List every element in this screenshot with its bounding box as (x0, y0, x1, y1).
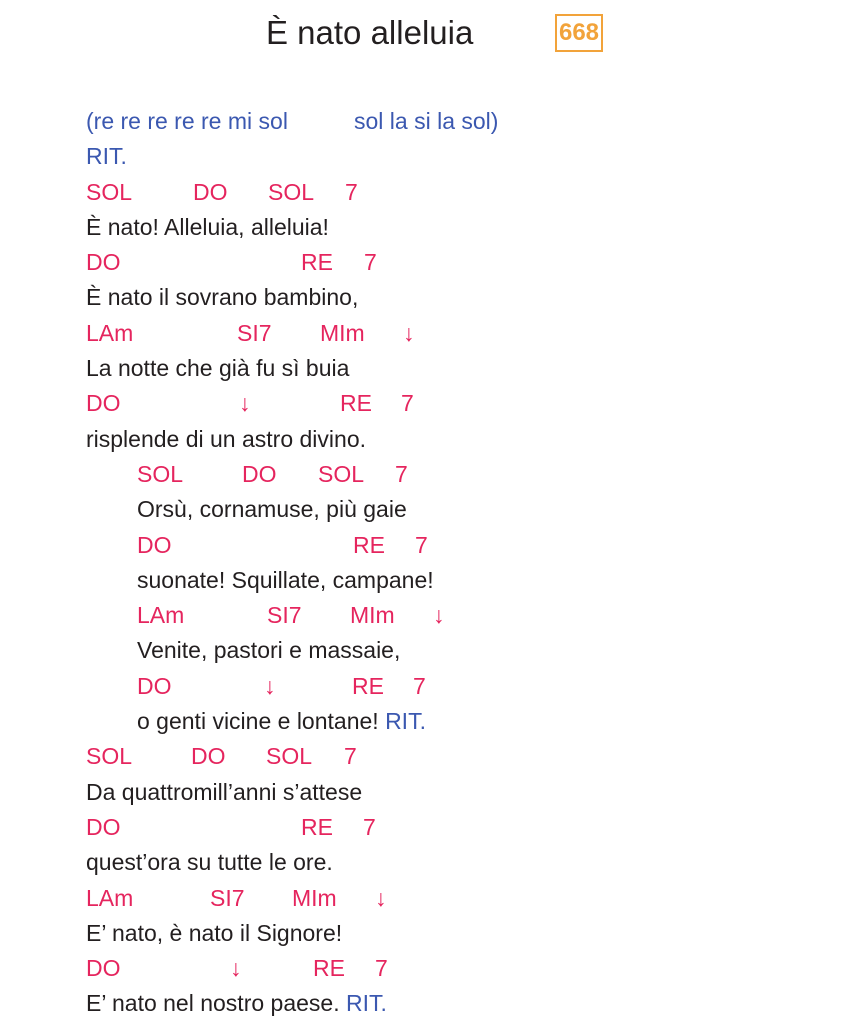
chord-line (86, 951, 847, 986)
chord: RE (301, 813, 333, 840)
chord: MIm (350, 602, 395, 629)
lyric-line: Da quattromill’anni s’attese (86, 778, 363, 805)
lyric-line: suonate! Squillate, campane! (137, 566, 434, 593)
chord: 7 (401, 390, 414, 417)
lyric-line (137, 704, 847, 739)
rit-label: RIT. (86, 143, 127, 170)
chord: SOL (266, 743, 313, 770)
down-arrow-icon: ↓ (375, 884, 387, 911)
lyric-line (86, 986, 847, 1021)
chord: SI7 (237, 319, 272, 346)
chord: 7 (345, 178, 358, 205)
chord: RE (353, 531, 385, 558)
chord: DO (137, 672, 172, 699)
chord: SOL (86, 743, 133, 770)
chord: DO (193, 178, 228, 205)
chord: RE (313, 955, 345, 982)
rit-marker: RIT. (346, 990, 387, 1017)
chord: SI7 (210, 884, 245, 911)
lyric-line: Orsù, cornamuse, più gaie (137, 496, 407, 523)
song-number-badge: 668 (555, 14, 603, 52)
chord: RE (340, 390, 372, 417)
chord: SOL (318, 460, 365, 487)
chord-line (137, 528, 847, 563)
chord: DO (137, 531, 172, 558)
lyric-line: Venite, pastori e massaie, (137, 637, 401, 664)
chord: RE (301, 249, 333, 276)
intro-notes-part1: (re re re re re mi sol (86, 108, 288, 134)
chord-line (86, 245, 847, 280)
chord: SI7 (267, 602, 302, 629)
chord-line (86, 739, 847, 774)
chord-line (86, 810, 847, 845)
down-arrow-icon: ↓ (230, 955, 242, 982)
lyric-line: risplende di un astro divino. (86, 425, 366, 452)
chord-line (86, 386, 847, 421)
lyric-line: È nato il sovrano bambino, (86, 284, 359, 311)
chord: 7 (395, 460, 408, 487)
chord-line (137, 669, 847, 704)
down-arrow-icon: ↓ (264, 672, 276, 699)
rit-marker: RIT. (385, 708, 426, 735)
chord-line (86, 881, 847, 916)
chord: DO (242, 460, 277, 487)
intro-notes-part2: sol la si la sol) (354, 108, 499, 134)
down-arrow-icon: ↓ (239, 390, 251, 417)
chord-line (86, 175, 847, 210)
chord: 7 (344, 743, 357, 770)
lyric-line: E’ nato, è nato il Signore! (86, 919, 343, 946)
chord: SOL (137, 460, 184, 487)
chord: 7 (364, 249, 377, 276)
chord: 7 (375, 955, 388, 982)
intro-notes (86, 104, 847, 139)
chord: LAm (86, 319, 134, 346)
lyric-line: È nato! Alleluia, alleluia! (86, 213, 329, 240)
song-sheet (86, 104, 847, 1022)
chord: DO (86, 813, 121, 840)
lyric-line: La notte che già fu sì buia (86, 355, 350, 382)
chord: 7 (413, 672, 426, 699)
chord: SOL (86, 178, 133, 205)
chord: RE (352, 672, 384, 699)
lyric-text: o genti vicine e lontane! (137, 708, 379, 735)
song-title: È nato alleluia (266, 14, 474, 51)
down-arrow-icon: ↓ (403, 319, 415, 346)
down-arrow-icon: ↓ (433, 602, 445, 629)
lyric-text: E’ nato nel nostro paese. (86, 990, 340, 1017)
chord-line (137, 457, 847, 492)
chord: LAm (86, 884, 134, 911)
chord: MIm (292, 884, 337, 911)
chord-line (86, 316, 847, 351)
chord: DO (86, 249, 121, 276)
lyric-line: quest’ora su tutte le ore. (86, 849, 333, 876)
chord: 7 (363, 813, 376, 840)
chord: SOL (268, 178, 315, 205)
chord: DO (86, 955, 121, 982)
chord: DO (86, 390, 121, 417)
chord: 7 (415, 531, 428, 558)
chord-line (137, 598, 847, 633)
chord: LAm (137, 602, 185, 629)
chord: MIm (320, 319, 365, 346)
chord: DO (191, 743, 226, 770)
